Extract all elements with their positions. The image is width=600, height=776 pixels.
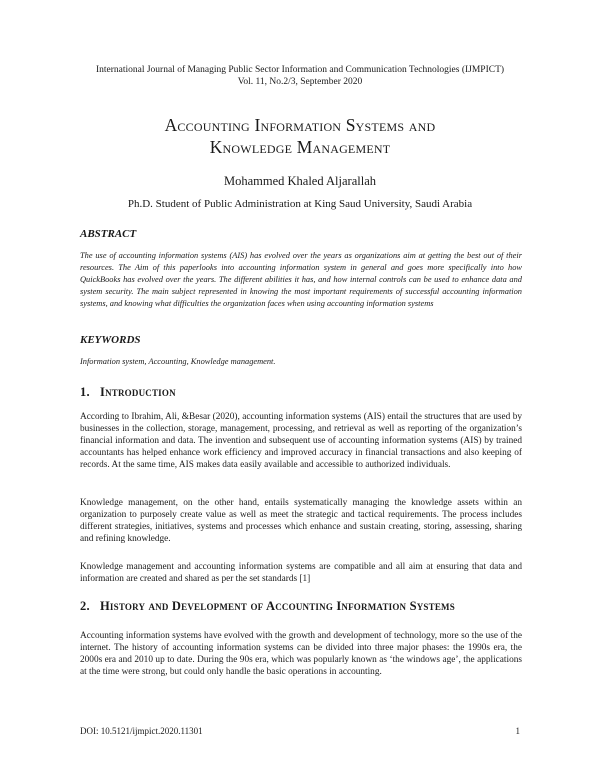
journal-name: International Journal of Managing Public Sector Information and Communication Technologies (IJMPICT) xyxy=(95,65,505,75)
section-1-paragraph-2: Knowledge management, on the other hand, entails systematically managing the knowledge assets within an organization to purposely create value as well as meet the strategic and tactical requirements. The process includes different strategies, initiatives, systems and processes which enhance and sustain creating, storing, assessing, sharing and refining knowledge. xyxy=(80,498,522,545)
keywords-heading: KEYWORDS xyxy=(80,334,141,346)
section-1-paragraph-3: Knowledge management and accounting information systems are compatible and all aim at ensuring that data and information are created and shared as per the set standards [1] xyxy=(80,562,522,585)
abstract-heading: ABSTRACT xyxy=(80,228,137,240)
section-2-number: 2. xyxy=(80,599,90,613)
footer-doi: DOI: 10.5121/ijmpict.2020.11301 xyxy=(80,726,203,736)
author-name: Mohammed Khaled Aljarallah xyxy=(223,174,377,188)
abstract-text: The use of accounting information systems (AIS) has evolved over the years as organizations aim at getting the best out of their resources. The Aim of this paperlooks into accounting information system in general and goes more specifically into how QuickBooks has evolved over the years. The different abilities it has, and how internal controls can be used to enhance data and system security. The main subject represented in knowing the most important requirements of successful accounting information systems, and knowing what difficulties the organization faces when using accounting information systems xyxy=(80,251,522,308)
section-1-title: Introduction xyxy=(100,385,176,399)
section-2-paragraph-1: Accounting information systems have evolved with the growth and development of technology, more so the use of the internet. The history of accounting information systems can be divided into three major phases: the 1990s era, the 2000s era and 2010 up to date. During the 90s era, which was popularly known as ‘the windows age’, the applications at the time were strong, but could only handle the basic operations in accounting. xyxy=(80,631,522,678)
section-2-heading xyxy=(80,599,540,614)
title-line-1: Accounting Information Systems and xyxy=(164,115,436,135)
section-1-number: 1. xyxy=(80,385,90,399)
paper-title xyxy=(60,114,540,158)
section-2-title: History and Development of Accounting Information Systems xyxy=(100,599,455,613)
journal-volume: Vol. 11, No.2/3, September 2020 xyxy=(237,77,363,87)
section-1-heading xyxy=(80,385,540,400)
author-affiliation: Ph.D. Student of Public Administration at King Saud University, Saudi Arabia xyxy=(127,198,473,210)
title-line-2: Knowledge Management xyxy=(209,137,391,157)
journal-header xyxy=(60,64,540,88)
keywords-text: Information system, Accounting, Knowledge management. xyxy=(80,357,276,366)
page-number: 1 xyxy=(515,726,520,736)
section-1-paragraph-1: According to Ibrahim, Ali, &Besar (2020), accounting information systems (AIS) entail the structures that are used by businesses in the collection, storage, management, processing, and retrieval as well as reporting of the organization’s financial information and data. The invention and subsequent use of accounting information systems (AIS) by trained accountants has helped enhance work efficiency and improved accuracy in financial transactions and also keeping of records. At the same time, AIS makes data easily available and accessible to authorized individuals. xyxy=(80,412,522,471)
